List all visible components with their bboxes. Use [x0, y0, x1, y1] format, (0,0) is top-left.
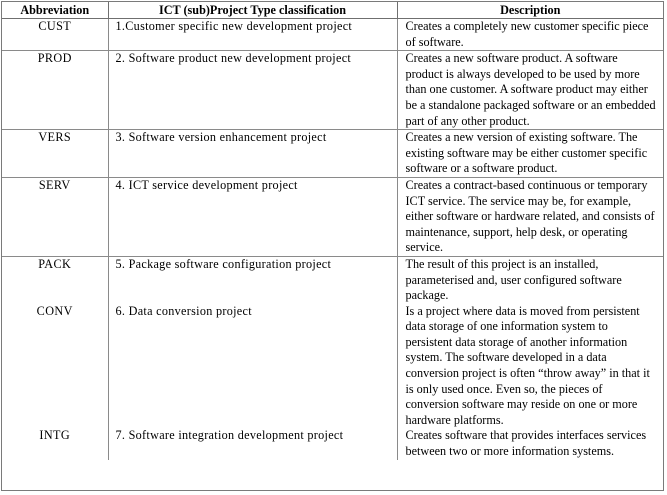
header-project-type: ICT (sub)Project Type classification: [108, 2, 397, 19]
row-project-type: 7. Software integration development project: [108, 428, 397, 459]
project-type-table: [2, 2, 663, 460]
table-row: [2, 304, 663, 429]
row-abbreviation: SERV: [2, 177, 108, 256]
header-abbreviation: Abbreviation: [2, 2, 108, 19]
table-row: [2, 51, 663, 130]
row-abbreviation: CONV: [2, 304, 108, 429]
table-header-row: [2, 2, 663, 19]
table-row: [2, 256, 663, 303]
row-project-type: 4. ICT service development project: [108, 177, 397, 256]
row-abbreviation: CUST: [2, 19, 108, 51]
row-abbreviation: VERS: [2, 130, 108, 178]
row-description: Creates a new version of existing software. The existing software may be either customer specific software or a software product.: [397, 130, 663, 178]
table-row: [2, 428, 663, 459]
table-row: [2, 130, 663, 178]
row-description: The result of this project is an installed, parameterised and, user configured software package.: [405, 256, 622, 303]
row-abbreviation: PROD: [2, 51, 108, 130]
row-project-type: 6. Data conversion project: [108, 304, 397, 429]
row-description: Creates a completely new customer specific piece of software.: [397, 19, 663, 51]
row-project-type: 2. Software product new development project: [108, 51, 397, 130]
row-abbreviation: INTG: [2, 428, 108, 459]
row-description: Creates a contract-based continuous or temporary ICT service. The service may be, for example, either software or hardware related, and consists of maintenance, support, help desk, or operating service.: [397, 177, 663, 256]
row-project-type: 3. Software version enhancement project: [108, 130, 397, 178]
row-description: Creates a new software product. A software product is always developed to be used by more than one customer. A software product may either be a standalone packaged software or an embedded part of any other product.: [397, 51, 663, 130]
table-row: [2, 19, 663, 51]
header-description: Description: [397, 2, 663, 19]
row-description: Is a project where data is moved from persistent data storage of one information system to persistent data storage of another information system. The software developed in a data conversion project is often “throw away” in that it is only used once. Even so, the pieces of conversion software may reside on one or more hardware platforms.: [405, 303, 650, 427]
row-abbreviation: PACK: [2, 256, 108, 303]
row-description: Creates software that provides interfaces services between two or more information systems.: [405, 428, 647, 459]
row-project-type: 1.Customer specific new development project: [108, 19, 397, 51]
table-row: [2, 177, 663, 256]
row-project-type: 5. Package software configuration project: [108, 256, 397, 303]
classification-table-page: [1, 1, 664, 491]
